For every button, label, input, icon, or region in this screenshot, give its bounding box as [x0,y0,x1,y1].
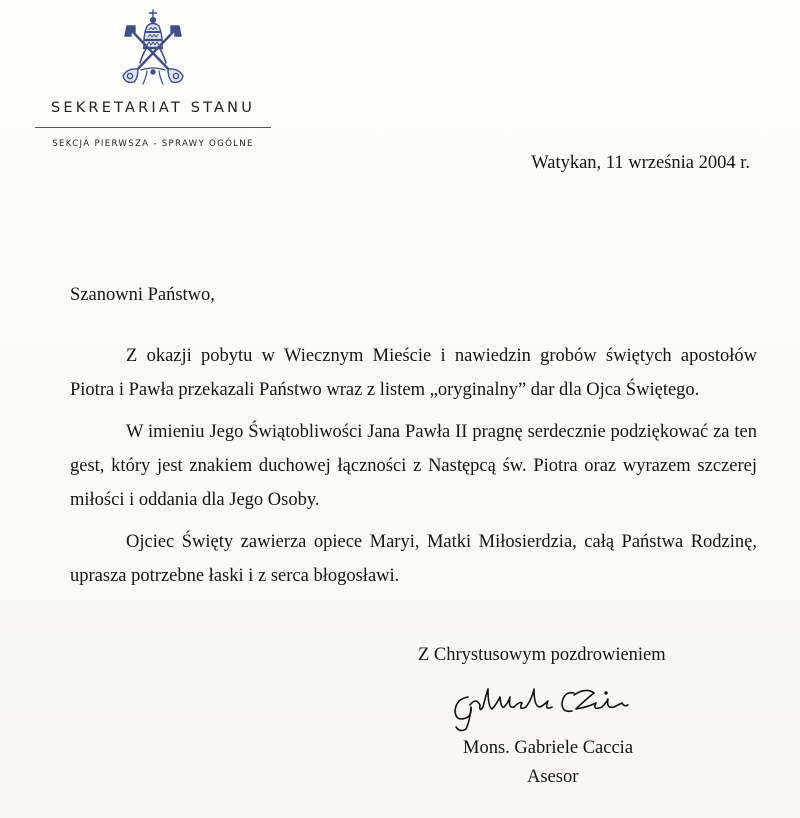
letterhead [18,8,288,149]
office-name: SEKRETARIAT STANU [50,100,256,116]
signer-role: Asesor [527,767,579,787]
signer-name: Mons. Gabriele Caccia [463,738,634,758]
section-name: SEKCJA PIERWSZA - SPRAWY OGÓLNE [52,139,254,149]
paragraph-1: Z okazji pobytu w Wiecznym Mieście i nawiedzin grobów świętych apostołów Piotra i Pawła przekazali Państwo wraz z listem „oryginalny” dar dla Ojca Świętego. [70,346,757,400]
letterhead-divider [35,127,271,128]
salutation: Szanowni Państwo, [70,285,215,305]
letter-body [70,339,757,601]
paragraph-2: W imieniu Jego Świątobliwości Jana Pawła II pragnę serdecznie podziękować za ten gest, który jest znakiem duchowej łączności z Następcą św. Piotra oraz wyrazem szczerej miłości i oddania dla Jego Osoby. [70,422,757,510]
papal-coat-of-arms-icon [113,8,193,90]
handwritten-signature [446,683,646,733]
closing: Z Chrystusowym pozdrowieniem [418,645,666,665]
date-line: Watykan, 11 września 2004 r. [531,153,750,173]
paragraph-3: Ojciec Święty zawierza opiece Maryi, Matki Miłosierdzia, całą Państwa Rodzinę, uprasza potrzebne łaski i z serca błogosławi. [70,532,757,586]
